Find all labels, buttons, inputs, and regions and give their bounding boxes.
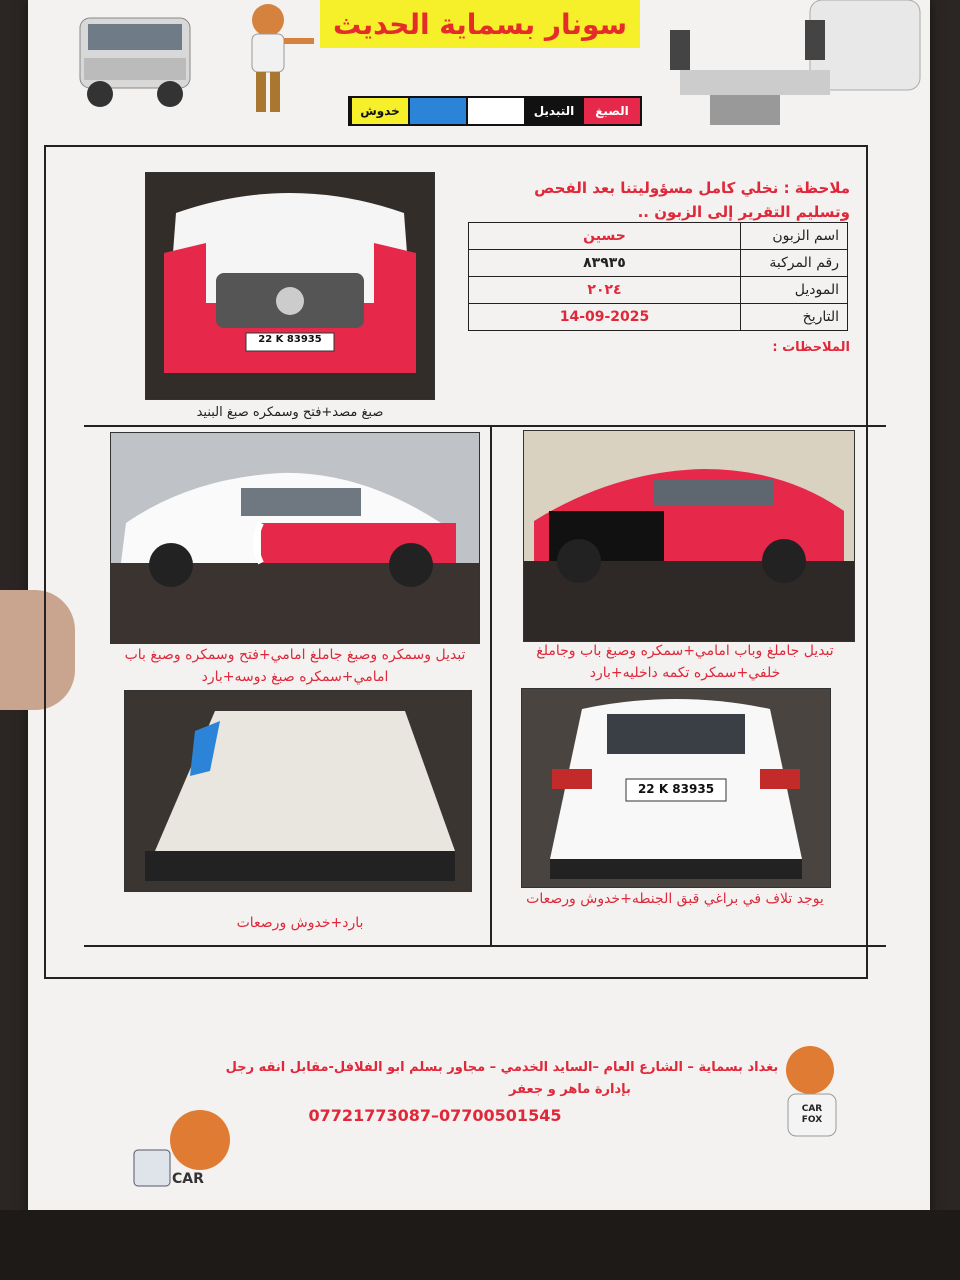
disclaimer-line-1: ملاحظة : نخلي كامل مسؤوليتنا بعد الفحص <box>534 179 850 197</box>
footer-address: بغداد بسماية – الشارع العام –السايد الخدمي – مجاور بسلم ابو الفلافل-مقابل انقه رجل <box>225 1060 779 1075</box>
legend-white <box>466 98 524 124</box>
fox-logo-right <box>770 1040 855 1140</box>
customer-name-label: اسم الزبون <box>741 223 848 250</box>
frame-divider-vertical <box>490 425 492 945</box>
legend-replace: التبديل <box>524 98 582 124</box>
model-label: الموديل <box>741 277 848 304</box>
date-value: 14-09-2025 <box>469 304 741 331</box>
roof-caption: بارد+خدوش ورصعات <box>236 915 364 931</box>
fox-logo-left-text: CAR <box>172 1171 204 1187</box>
front-car-photo <box>145 172 435 400</box>
alignment-machine-illustration <box>660 0 925 130</box>
background-shadow <box>0 1210 960 1280</box>
frame-divider-bottom <box>84 945 886 947</box>
right-side-caption: تبديل جاملغ وباب امامي+سمكره وصبغ باب وجاملغ خلفي+سمكره تكمه داخليه+بارد <box>536 643 834 681</box>
left-side-photo <box>110 432 480 644</box>
table-row <box>469 277 848 304</box>
customer-name-value: حسين <box>469 223 741 250</box>
customer-info-table <box>468 222 848 331</box>
vehicle-number-label: رقم المركبة <box>741 250 848 277</box>
color-legend <box>348 96 642 126</box>
front-caption: صبغ مصد+فتح وسمكره صبغ البنيد <box>196 405 384 420</box>
rear-caption: يوجد تلاف في براغي قبق الجنطه+خدوش ورصعات <box>526 891 824 907</box>
legend-scratch: خدوش <box>350 98 408 124</box>
left-side-caption: تبديل وسمكره وصبغ جاملغ امامي+فتح وسمكره وصبغ باب امامي+سمكره صبغ دوسه+بارد <box>124 647 466 685</box>
table-row <box>469 304 848 331</box>
footer-management: بإدارة ماهر و جعفر <box>509 1082 631 1097</box>
table-row <box>469 250 848 277</box>
date-label: التاريخ <box>741 304 848 331</box>
frame-divider-top <box>84 425 886 427</box>
footer-phones: 07700501545–07721773087 <box>308 1106 562 1125</box>
vehicle-number-value: ٨٣٩٣٥ <box>469 250 741 277</box>
right-side-photo <box>523 430 855 642</box>
legend-paint: الصبغ <box>582 98 640 124</box>
suv-illustration <box>70 8 200 113</box>
mascot-illustration <box>228 0 318 120</box>
model-value: ٢٠٢٤ <box>469 277 741 304</box>
legend-blue <box>408 98 466 124</box>
header-title: سونار بسماية الحديث <box>320 0 640 48</box>
fox-logo-right-text: CAR FOX <box>801 1104 823 1125</box>
disclaimer-note <box>430 176 850 224</box>
rear-car-photo <box>521 688 831 888</box>
roof-photo <box>124 690 472 892</box>
disclaimer-line-2: وتسليم التقرير إلى الزبون .. <box>637 203 850 221</box>
rear-plate: 22 K 83935 <box>637 782 715 796</box>
fox-logo-left <box>130 1105 240 1190</box>
remarks-label: الملاحظات : <box>772 340 850 355</box>
front-plate: 22 K 83935 <box>258 334 322 345</box>
table-row <box>469 223 848 250</box>
